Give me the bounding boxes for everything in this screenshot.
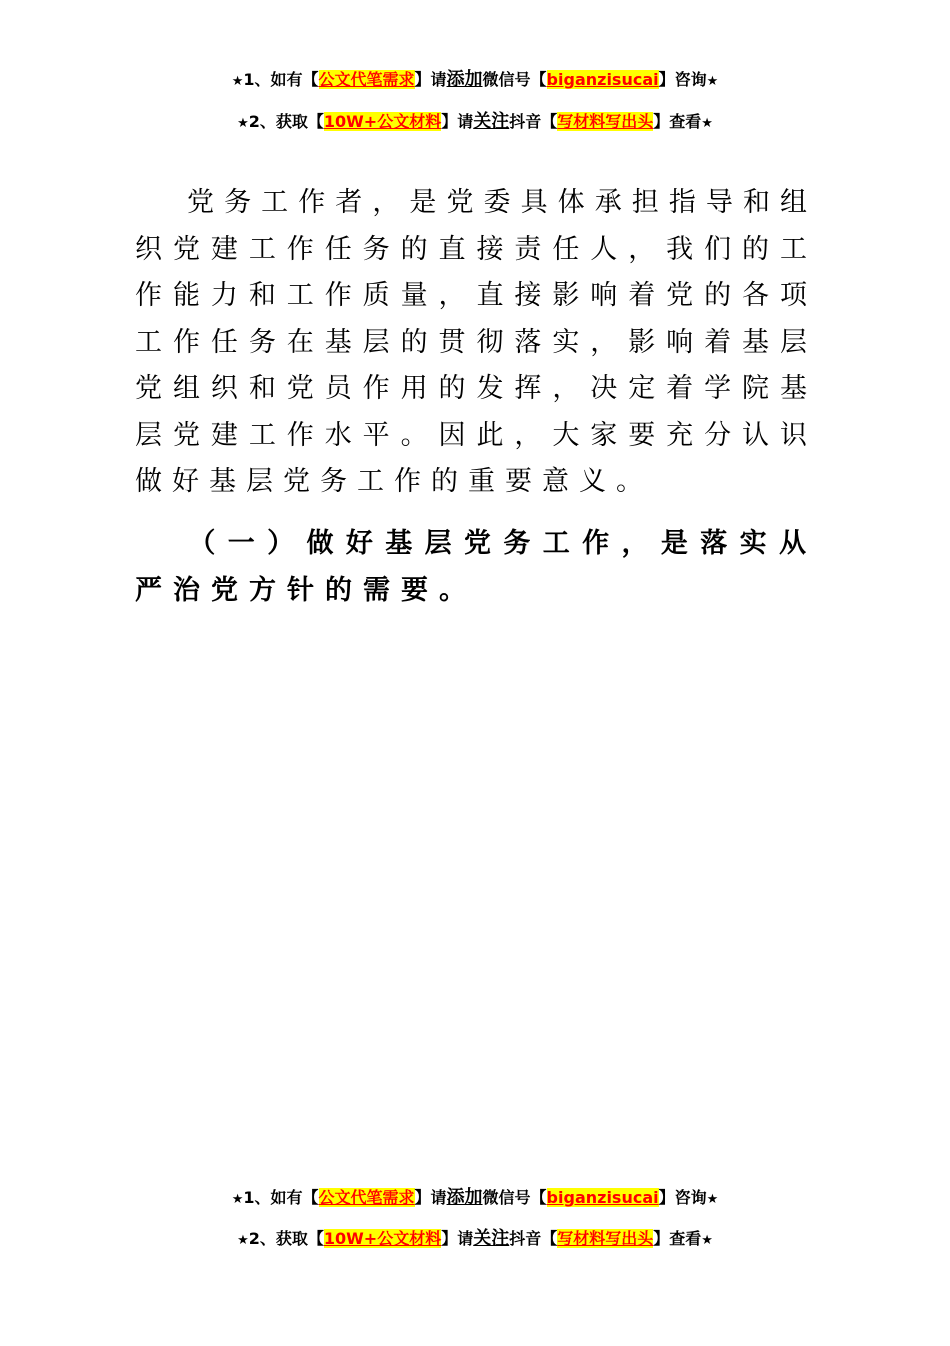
banner-text: 】请 [414, 70, 447, 89]
star-icon: ★ [706, 74, 719, 89]
star-icon: ★ [231, 74, 244, 89]
banner-text: 2、获取【 [248, 1229, 324, 1248]
banner-text: 抖音【 [509, 112, 558, 131]
section-heading [135, 521, 817, 614]
add-underlined: 添加 [446, 69, 483, 90]
star-icon: ★ [231, 1192, 244, 1207]
douyin-id-highlight: 写材料写出头 [557, 112, 654, 131]
follow-underlined: 关注 [473, 1228, 510, 1249]
ghostwriting-highlight: 公文代笔需求 [318, 1188, 415, 1207]
star-icon: ★ [706, 1192, 719, 1207]
banner-text: 】查看 [653, 112, 702, 131]
star-icon: ★ [237, 1233, 249, 1248]
header-banner-line-2 [0, 111, 950, 135]
wechat-id-highlight: biganzisucai [546, 70, 659, 89]
banner-text: 】请 [441, 112, 474, 131]
banner-text: 1、如有【 [243, 1188, 319, 1207]
materials-highlight: 10W+公文材料 [323, 1229, 442, 1248]
banner-text: 】请 [441, 1229, 474, 1248]
header-banner-line-1 [0, 69, 950, 93]
banner-text: 】咨询 [658, 70, 707, 89]
wechat-id-highlight: biganzisucai [546, 1188, 659, 1207]
banner-text: 1、如有【 [243, 70, 319, 89]
star-icon: ★ [701, 1233, 713, 1248]
banner-text: 抖音【 [509, 1229, 558, 1248]
materials-highlight: 10W+公文材料 [323, 112, 442, 131]
follow-underlined: 关注 [473, 111, 510, 132]
star-icon: ★ [237, 116, 249, 131]
footer-banner-line-1 [0, 1187, 950, 1211]
banner-text: 】咨询 [658, 1188, 707, 1207]
paragraph-text: 党务工作者，是党委具体承担指导和组织党建工作任务的直接责任人，我们的工作能力和工作质量，直接影响着党的各项工作任务在基层的贯彻落实，影响着基层党组织和党员作用的发挥，决定着学院基层党建工作水平。因此，大家要充分认识做好基层党务工作的重要意义。 [135, 187, 817, 497]
banner-text: 】查看 [653, 1229, 702, 1248]
add-underlined: 添加 [446, 1187, 483, 1208]
banner-text: 】请 [414, 1188, 447, 1207]
heading-text: （一）做好基层党务工作，是落实从严治党方针的需要。 [135, 528, 817, 606]
footer-banner-line-2 [0, 1228, 950, 1252]
douyin-id-highlight: 写材料写出头 [557, 1229, 654, 1248]
ghostwriting-highlight: 公文代笔需求 [318, 70, 415, 89]
banner-text: 微信号【 [482, 1188, 547, 1207]
body-paragraph [135, 180, 817, 506]
banner-text: 2、获取【 [248, 112, 324, 131]
banner-text: 微信号【 [482, 70, 547, 89]
star-icon: ★ [701, 116, 713, 131]
